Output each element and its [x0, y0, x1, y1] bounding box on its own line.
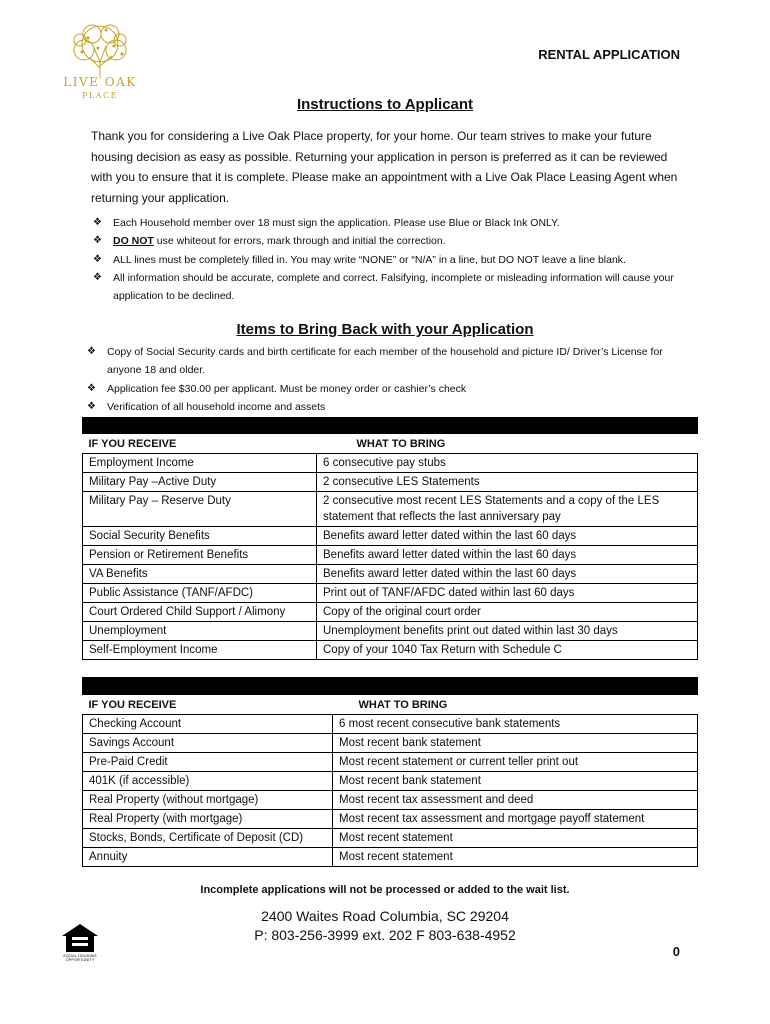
list-item: [85, 343, 685, 380]
income-source-cell: Annuity: [83, 848, 333, 867]
table-row: [83, 454, 698, 473]
required-document-cell: 2 consecutive most recent LES Statements and a copy of the LES statement that reflects the last anniversary pay: [317, 492, 698, 527]
table-row: [83, 565, 698, 584]
income-source-cell: Checking Account: [83, 715, 333, 734]
diamond-bullet-icon: ❖: [93, 217, 102, 228]
required-document-cell: 2 consecutive LES Statements: [317, 473, 698, 492]
table-row: [83, 473, 698, 492]
table-row: [83, 810, 698, 829]
instructions-intro: Thank you for considering a Live Oak Place property, for your home. Our team strives to make your future housing decision as easy as possible. Returning your application in person is preferred as it can be reviewed with you to ensure that it is complete. Please make an appointment with a Live Oak Place Leasing Agent when returning your application.: [91, 129, 678, 205]
required-document-cell: Copy of your 1040 Tax Return with Schedule C: [317, 641, 698, 660]
list-item-text: Copy of Social Security cards and birth certificate for each member of the household and picture ID/ Driver’s License for anyone 18 and older.: [107, 346, 663, 377]
required-document-cell: Unemployment benefits print out dated within last 30 days: [317, 622, 698, 641]
list-item-text: Verification of all household income and assets: [107, 400, 326, 413]
table-row: [83, 753, 698, 772]
equal-housing-label: EQUAL HOUSING OPPORTUNITY: [63, 953, 97, 962]
asset-verification-table: [82, 696, 698, 867]
diamond-bullet-icon: ❖: [93, 271, 102, 283]
table-row: [83, 527, 698, 546]
income-source-cell: Pension or Retirement Benefits: [83, 546, 317, 565]
table-row: [83, 772, 698, 791]
required-document-cell: Benefits award letter dated within the last 60 days: [317, 527, 698, 546]
income-source-cell: Public Assistance (TANF/AFDC): [83, 584, 317, 603]
table-row: [83, 641, 698, 660]
required-document-cell: Most recent statement or current teller print out: [333, 753, 698, 772]
table-row: [83, 546, 698, 565]
table-row: [83, 734, 698, 753]
incomplete-applications-note: Incomplete applications will not be processed or added to the wait list.: [200, 884, 570, 896]
list-item-text: use whiteout for errors, mark through and initial the correction.: [153, 235, 446, 248]
required-document-cell: Most recent statement: [333, 848, 698, 867]
list-item: [91, 251, 691, 269]
table-header-row: [83, 696, 698, 715]
income-verification-table: [82, 435, 698, 660]
table-row: [83, 492, 698, 527]
table-row: [83, 622, 698, 641]
instructions-heading: Instructions to Applicant: [296, 96, 474, 113]
phone-line: P: 803-256-3999 ext. 202 F 803-638-4952: [254, 927, 516, 943]
table-row: [83, 829, 698, 848]
income-source-cell: Court Ordered Child Support / Alimony: [83, 603, 317, 622]
equal-housing-icon: [60, 922, 100, 954]
income-source-cell: Self-Employment Income: [83, 641, 317, 660]
emphasis-text: DO NOT: [113, 235, 154, 248]
required-document-cell: Most recent bank statement: [333, 734, 698, 753]
document-title: RENTAL APPLICATION: [538, 47, 680, 62]
items-heading: Items to Bring Back with your Application: [236, 321, 534, 338]
income-source-cell: Stocks, Bonds, Certificate of Deposit (CD): [83, 829, 333, 848]
income-source-cell: 401K (if accessible): [83, 772, 333, 791]
required-document-cell: Most recent tax assessment and deed: [333, 791, 698, 810]
table-row: [83, 848, 698, 867]
column-header: IF YOU RECEIVE: [88, 438, 177, 450]
table-row: [83, 715, 698, 734]
list-item-text: ALL lines must be completely filled in. You may write “NONE” or “N/A” in a line, but DO NOT leave a line blank.: [113, 253, 626, 266]
list-item: [91, 232, 691, 250]
income-source-cell: Savings Account: [83, 734, 333, 753]
list-item: [91, 269, 691, 306]
logo-line-2: PLACE: [82, 91, 118, 100]
items-list: [85, 343, 685, 416]
required-document-cell: Benefits award letter dated within the last 60 days: [317, 546, 698, 565]
diamond-bullet-icon: ❖: [93, 253, 102, 265]
diamond-bullet-icon: ❖: [93, 235, 102, 247]
income-source-cell: Unemployment: [83, 622, 317, 641]
income-source-cell: Military Pay – Reserve Duty: [83, 492, 317, 527]
income-source-cell: Employment Income: [83, 454, 317, 473]
required-document-cell: Most recent tax assessment and mortgage payoff statement: [333, 810, 698, 829]
required-document-cell: 6 consecutive pay stubs: [317, 454, 698, 473]
logo-line-1: LIVE OAK: [63, 75, 137, 89]
list-item: [85, 398, 685, 416]
required-document-cell: 6 most recent consecutive bank statements: [333, 715, 698, 734]
required-document-cell: Print out of TANF/AFDC dated within last 60 days: [317, 584, 698, 603]
column-header: WHAT TO BRING: [358, 699, 448, 711]
asset-section-bar: [82, 677, 698, 695]
income-source-cell: VA Benefits: [83, 565, 317, 584]
income-source-cell: Social Security Benefits: [83, 527, 317, 546]
address-line: 2400 Waites Road Columbia, SC 29204: [261, 908, 509, 924]
table-row: [83, 603, 698, 622]
required-document-cell: Benefits award letter dated within the last 60 days: [317, 565, 698, 584]
diamond-bullet-icon: ❖: [87, 346, 96, 357]
list-item-text: Application fee $30.00 per applicant. Must be money order or cashier’s check: [107, 382, 467, 395]
income-source-cell: Real Property (with mortgage): [83, 810, 333, 829]
required-document-cell: Most recent statement: [333, 829, 698, 848]
required-document-cell: Copy of the original court order: [317, 603, 698, 622]
income-section-bar: [82, 417, 698, 434]
instructions-list: [91, 214, 691, 305]
income-source-cell: Military Pay –Active Duty: [83, 473, 317, 492]
diamond-bullet-icon: ❖: [87, 400, 96, 412]
income-source-cell: Pre-Paid Credit: [83, 753, 333, 772]
column-header: WHAT TO BRING: [356, 438, 446, 450]
required-document-cell: Most recent bank statement: [333, 772, 698, 791]
list-item: [91, 214, 691, 232]
list-item-text: All information should be accurate, complete and correct. Falsifying, incomplete or misleading information will cause your application to be declined.: [113, 271, 674, 303]
list-item-text: Each Household member over 18 must sign the application. Please use Blue or Black Ink ONLY.: [113, 217, 560, 229]
diamond-bullet-icon: ❖: [87, 382, 96, 394]
page-number: 0: [672, 944, 680, 959]
list-item: [85, 380, 685, 398]
table-header-row: [83, 435, 698, 454]
table-row: [83, 791, 698, 810]
income-source-cell: Real Property (without mortgage): [83, 791, 333, 810]
column-header: IF YOU RECEIVE: [88, 699, 177, 711]
table-row: [83, 584, 698, 603]
